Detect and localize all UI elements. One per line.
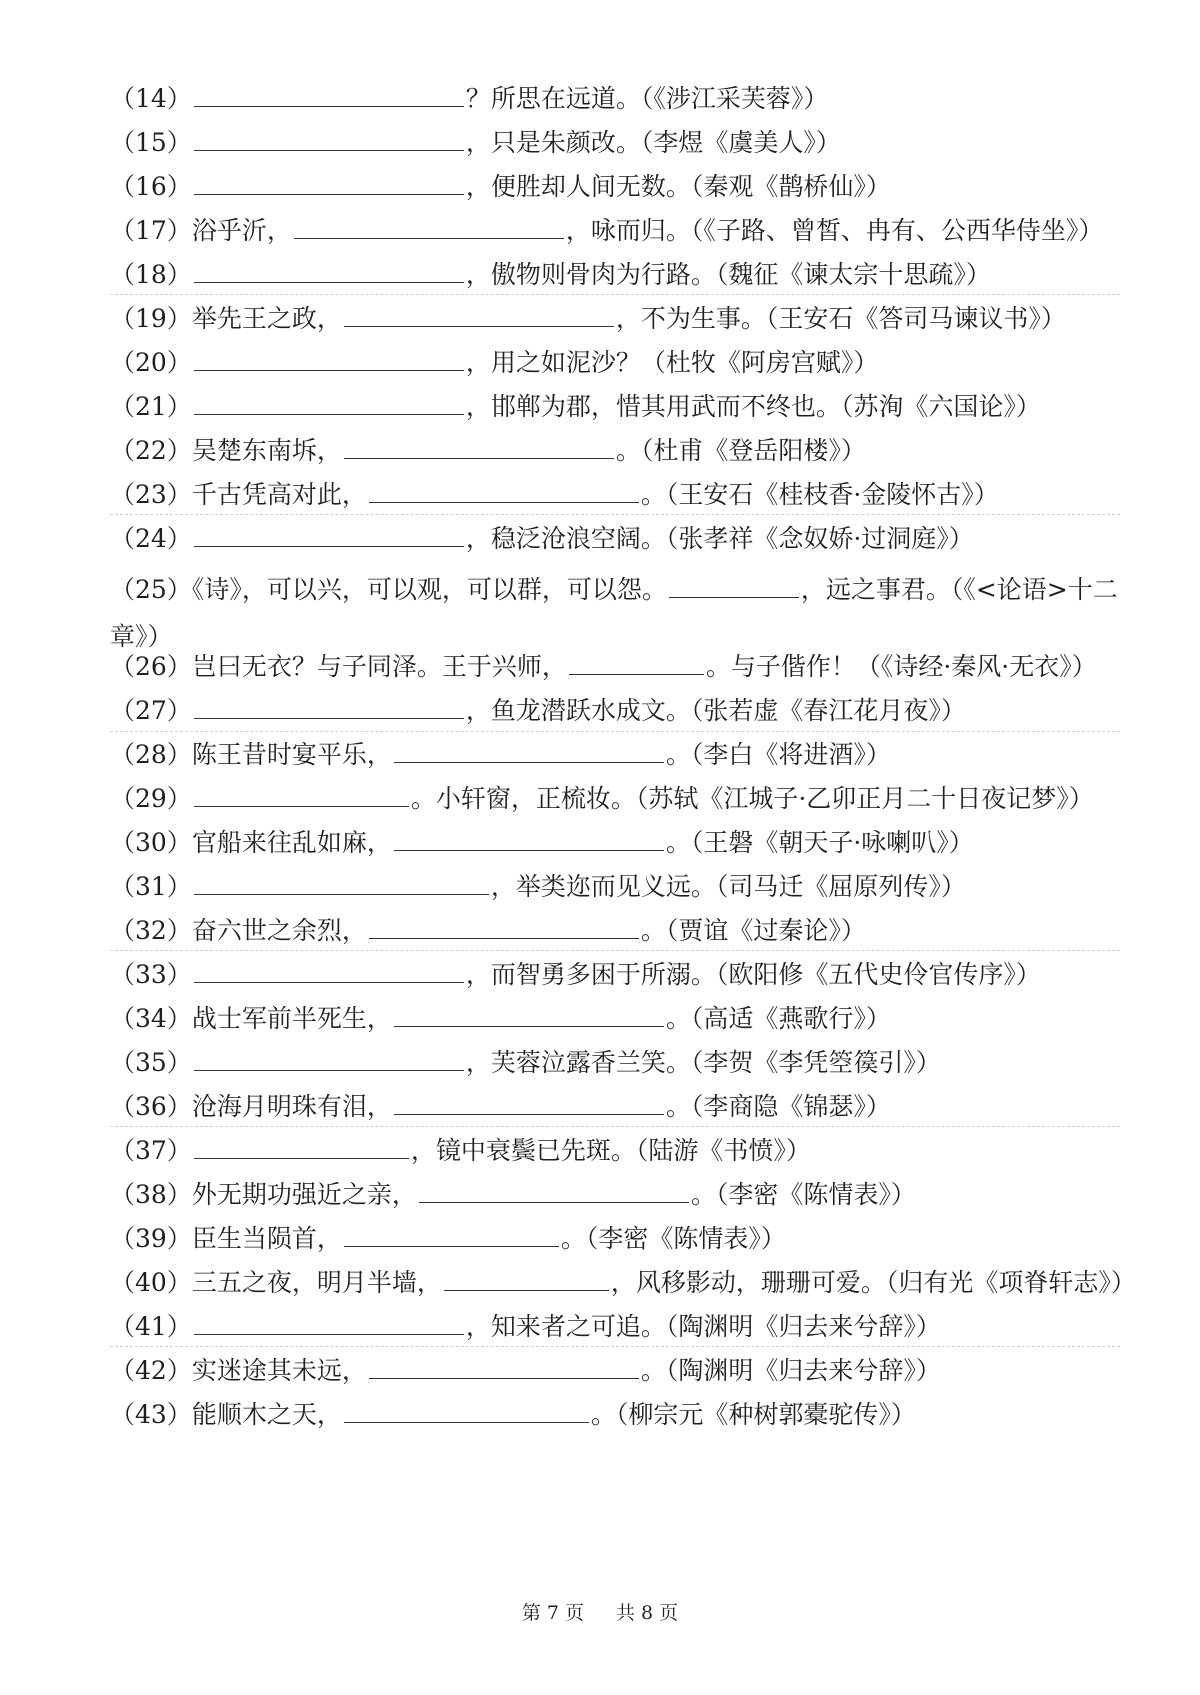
question-item: [110, 1266, 1136, 1300]
answer-blank[interactable]: [344, 1224, 559, 1247]
question-text-after: ，风移影动，珊珊可爱。（归有光《项脊轩志》）: [610, 1268, 1136, 1297]
question-item: [110, 1002, 1120, 1036]
question-item: [110, 826, 1120, 860]
question-text-after: ，咏而归。（《子路、曾皙、冉有、公西华侍坐》）: [565, 216, 1104, 245]
question-text-after: ，稳泛沧浪空阔。（张孝祥《念奴娇·过洞庭》）: [465, 524, 974, 553]
answer-blank[interactable]: [194, 524, 464, 547]
question-item: [110, 214, 1120, 248]
question-number: （34）: [110, 1004, 192, 1033]
answer-blank[interactable]: [444, 1268, 609, 1291]
question-number: （23）: [110, 480, 192, 509]
question-text-after: 。（高适《燕歌行》）: [665, 1004, 891, 1033]
answer-blank[interactable]: [194, 960, 464, 983]
page-number: 第 7 页: [521, 1602, 584, 1624]
question-number: （16）: [110, 172, 192, 201]
question-text-after: ，远之事君。（《<论语>十二章》）: [110, 575, 1118, 651]
question-text-after: 。（李商隐《锦瑟》）: [665, 1092, 891, 1121]
question-item: [110, 870, 1120, 904]
question-item: [110, 738, 1120, 772]
question-text-before: 战士军前半死生，: [191, 1004, 392, 1033]
question-text-after: 。（李白《将进酒》）: [665, 740, 891, 769]
question-item: [110, 1222, 1120, 1256]
question-item: [110, 82, 1120, 116]
question-number: （25）: [110, 575, 192, 604]
question-text-after: 。（王安石《桂枝香·金陵怀古》）: [640, 480, 999, 509]
question-number: （20）: [110, 348, 192, 377]
question-text-after: ？所思在远道。（《涉江采芙蓉》）: [465, 84, 829, 113]
question-text-before: 外无期功强近之亲，: [191, 1180, 417, 1209]
answer-blank[interactable]: [194, 1312, 464, 1335]
answer-blank[interactable]: [344, 304, 614, 327]
question-number: （26）: [110, 652, 192, 681]
question-item: [110, 914, 1120, 948]
question-number: （37）: [110, 1136, 192, 1165]
question-number: （39）: [110, 1224, 192, 1253]
answer-blank[interactable]: [669, 575, 799, 598]
question-text-before: 浴乎沂，: [191, 216, 292, 245]
answer-blank[interactable]: [194, 84, 464, 107]
question-item: [110, 1354, 1120, 1388]
question-item: [110, 170, 1120, 204]
question-text-after: ，邯郸为郡，惜其用武而不终也。（苏洵《六国论》）: [465, 392, 1041, 421]
question-text-after: 。（陶渊明《归去来兮辞》）: [640, 1356, 941, 1385]
section-divider: [110, 731, 1120, 732]
section-divider: [110, 1126, 1120, 1127]
question-number: （15）: [110, 128, 192, 157]
question-number: （17）: [110, 216, 192, 245]
question-item: [110, 1310, 1120, 1344]
question-text-before: 吴楚东南坼，: [191, 436, 342, 465]
question-item: [110, 694, 1120, 728]
question-text-before: 岂曰无衣？与子同泽。王于兴师，: [191, 652, 567, 681]
question-text-after: ，便胜却人间无数。（秦观《鹊桥仙》）: [465, 172, 891, 201]
answer-blank[interactable]: [369, 916, 639, 939]
page-footer: [0, 1600, 1200, 1626]
question-item: [110, 782, 1120, 816]
question-item: [110, 126, 1120, 160]
answer-blank[interactable]: [369, 1356, 639, 1379]
answer-blank[interactable]: [194, 260, 464, 283]
question-text-before: 奋六世之余烈，: [191, 916, 367, 945]
question-text-after: 。（王磐《朝天子·咏喇叭》）: [665, 828, 974, 857]
question-number: （24）: [110, 524, 192, 553]
question-text-after: 。（柳宗元《种树郭橐驼传》）: [590, 1400, 916, 1429]
answer-blank[interactable]: [194, 1048, 464, 1071]
answer-blank[interactable]: [194, 348, 464, 371]
question-number: （33）: [110, 960, 192, 989]
question-item: [110, 958, 1120, 992]
question-text-after: 。（杜甫《登岳阳楼》）: [615, 436, 866, 465]
answer-blank[interactable]: [394, 1092, 664, 1115]
question-number: （27）: [110, 696, 192, 725]
question-text-after: ，不为生事。（王安石《答司马谏议书》）: [615, 304, 1066, 333]
section-divider: [110, 1346, 1120, 1347]
answer-blank[interactable]: [194, 1136, 409, 1159]
question-text-after: ，鱼龙潜跃水成文。（张若虚《春江花月夜》）: [465, 696, 966, 725]
question-item: [110, 434, 1120, 468]
question-number: （30）: [110, 828, 192, 857]
question-text-before: 沧海月明珠有泪，: [191, 1092, 392, 1121]
question-number: （42）: [110, 1356, 192, 1385]
question-text-after: 。（李密《陈情表》）: [690, 1180, 916, 1209]
question-text-after: ，只是朱颜改。（李煜《虞美人》）: [465, 128, 841, 157]
question-number: （21）: [110, 392, 192, 421]
page-total: 共 8 页: [616, 1602, 679, 1624]
question-text-after: ，用之如泥沙？（杜牧《阿房宫赋》）: [465, 348, 879, 377]
question-number: （32）: [110, 916, 192, 945]
question-text-before: 三五之夜，明月半墙，: [191, 1268, 442, 1297]
question-text-before: 陈王昔时宴平乐，: [191, 740, 392, 769]
question-number: （40）: [110, 1268, 192, 1297]
section-divider: [110, 294, 1120, 295]
question-text-after: ，知来者之可追。（陶渊明《归去来兮辞》）: [465, 1312, 941, 1341]
section-divider: [110, 514, 1120, 515]
answer-blank[interactable]: [194, 172, 464, 195]
answer-blank[interactable]: [394, 828, 664, 851]
answer-blank[interactable]: [344, 436, 614, 459]
answer-blank[interactable]: [344, 1400, 589, 1423]
question-text-after: 。（贾谊《过秦论》）: [640, 916, 866, 945]
question-item: [110, 566, 1120, 660]
question-text-after: 。（李密《陈情表》）: [560, 1224, 786, 1253]
question-number: （35）: [110, 1048, 192, 1077]
question-text-after: ，而智勇多困于所溺。（欧阳修《五代史伶官传序》）: [465, 960, 1041, 989]
question-number: （31）: [110, 872, 192, 901]
answer-blank[interactable]: [194, 872, 489, 895]
question-text-before: 臣生当陨首，: [191, 1224, 342, 1253]
question-item: [110, 522, 1120, 556]
question-text-before: 能顺木之天，: [191, 1400, 342, 1429]
answer-blank[interactable]: [394, 1004, 664, 1027]
question-item: [110, 1398, 1120, 1432]
question-item: [110, 478, 1120, 512]
question-text-before: 实迷途其未远，: [191, 1356, 367, 1385]
answer-blank[interactable]: [419, 1180, 689, 1203]
question-item: [110, 650, 1120, 684]
answer-blank[interactable]: [569, 652, 704, 675]
question-item: [110, 1090, 1120, 1124]
question-text-after: ，镜中衰鬓已先斑。（陆游《书愤》）: [410, 1136, 811, 1165]
question-text-after: 。与子偕作！（《诗经·秦风·无衣》）: [705, 652, 1097, 681]
question-item: [110, 302, 1120, 336]
question-number: （22）: [110, 436, 192, 465]
question-text-before: 官船来往乱如麻，: [191, 828, 392, 857]
question-number: （28）: [110, 740, 192, 769]
question-item: [110, 346, 1120, 380]
answer-blank[interactable]: [369, 480, 639, 503]
question-text-after: 。小轩窗，正梳妆。（苏轼《江城子·乙卯正月二十日夜记梦》）: [410, 784, 1094, 813]
question-text-after: ，举类迩而见义远。（司马迁《屈原列传》）: [490, 872, 966, 901]
question-number: （43）: [110, 1400, 192, 1429]
question-text-before: 《诗》，可以兴，可以观，可以群，可以怨。: [191, 575, 667, 604]
answer-blank[interactable]: [194, 784, 409, 807]
answer-blank[interactable]: [194, 128, 464, 151]
question-text-before: 千古凭高对此，: [191, 480, 367, 509]
question-number: （29）: [110, 784, 192, 813]
question-number: （14）: [110, 84, 192, 113]
answer-blank[interactable]: [194, 696, 464, 719]
question-number: （36）: [110, 1092, 192, 1121]
question-text-before: 举先王之政，: [191, 304, 342, 333]
question-item: [110, 1178, 1120, 1212]
answer-blank[interactable]: [294, 216, 564, 239]
question-number: （41）: [110, 1312, 192, 1341]
section-divider: [110, 950, 1120, 951]
question-text-after: ，傲物则骨肉为行路。（魏征《谏太宗十思疏》）: [465, 260, 991, 289]
question-number: （18）: [110, 260, 192, 289]
question-item: [110, 1046, 1120, 1080]
question-number: （38）: [110, 1180, 192, 1209]
answer-blank[interactable]: [194, 392, 464, 415]
question-item: [110, 258, 1120, 292]
question-item: [110, 1134, 1120, 1168]
answer-blank[interactable]: [394, 740, 664, 763]
question-text-after: ，芙蓉泣露香兰笑。（李贺《李凭箜篌引》）: [465, 1048, 941, 1077]
question-item: [110, 390, 1120, 424]
question-number: （19）: [110, 304, 192, 333]
